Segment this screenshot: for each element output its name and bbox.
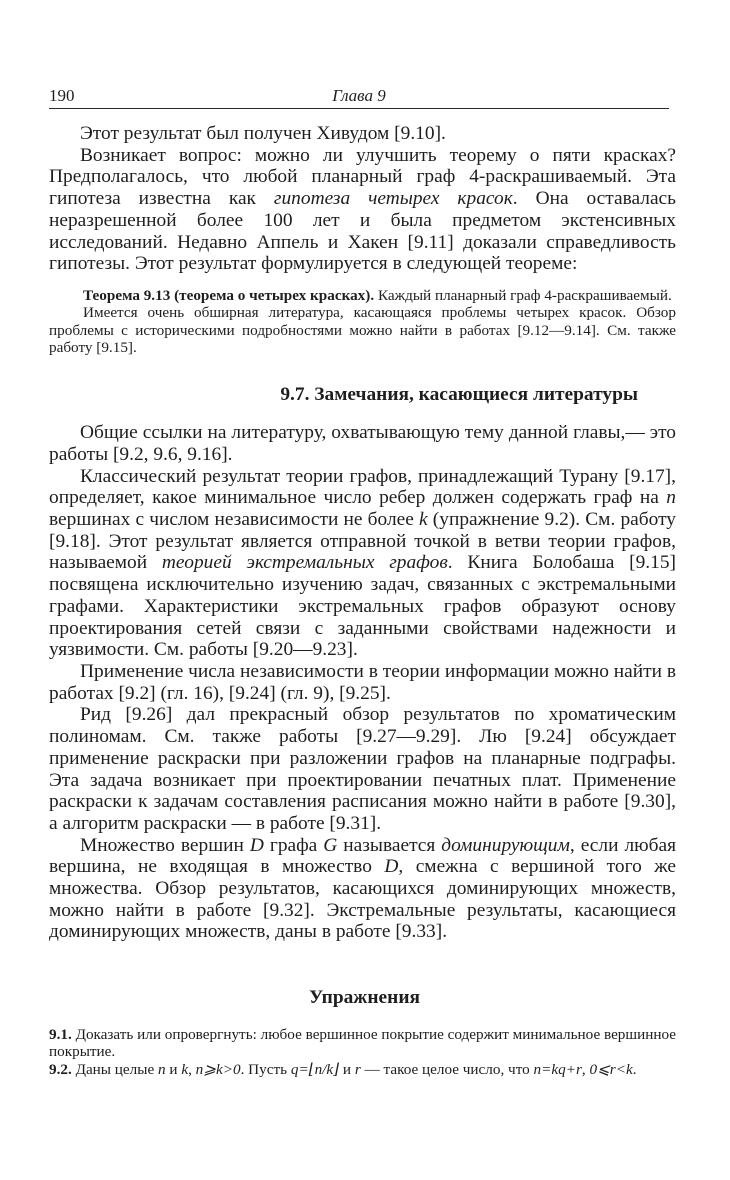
paragraph-chromatic (49, 704, 676, 834)
paragraph-general-refs (49, 422, 676, 465)
text-run: графа (263, 834, 324, 856)
paragraph-turan (49, 466, 676, 661)
text-run: — такое целое число, что (360, 1060, 534, 1078)
section-heading: 9.7. Замечания, касающиеся литературы (280, 383, 638, 405)
emphasis-term: теорией экстремальных графов (161, 552, 448, 574)
paragraph-four-color-question (49, 145, 676, 275)
note-text: Имеется очень обширная литература, касающаяся проблемы четырех красок. Обзор проблемы с историческими подробностями можно найти в работах [9.12—9.14]. См. также работу [9.15]. (49, 304, 676, 357)
math-variable: G (323, 834, 338, 856)
math-formula: q=⌊n/k⌋ (290, 1060, 340, 1078)
exercise-number: 9.1. (49, 1025, 72, 1043)
text-run: . Книга Болобаша [9.15] посвящена исключительно изучению задач, связанных с экстремальными графами. Характеристики экстремальных графов образуют основу проектирования сетей связи с заданными свойствами надежности и уязвимости. См. работы [9.20—9.23]. (49, 552, 676, 661)
math-variable: k (181, 1060, 189, 1078)
paragraph-text: Общие ссылки на литературу, охватывающую тему данной главы,— это работы [9.2, 9.6, 9.16]. (49, 422, 676, 465)
text-run: называется (337, 834, 442, 856)
theorem-text: Каждый планарный граф 4-раскрашиваемый. (374, 286, 672, 304)
page-body (49, 123, 676, 1078)
text-run: , (188, 1060, 196, 1078)
text-run: Классический результат теории графов, принадлежащий Турану [9.17], определяет, какое минимальное число ребер должен содержать граф на (49, 465, 676, 509)
literature-note (49, 304, 676, 356)
math-variable: n (158, 1060, 166, 1078)
paragraph-independence (49, 661, 676, 704)
text-run: вершинах с числом независимости не более (49, 509, 420, 531)
text-run: Множество вершин (80, 834, 250, 856)
text-run: , (581, 1060, 590, 1078)
math-formula: n⩾k>0 (195, 1060, 241, 1078)
paragraph-text: Этот результат был получен Хивудом [9.10]. (80, 123, 446, 144)
math-variable: r (354, 1060, 361, 1078)
math-formula: n=kq+r (533, 1060, 582, 1078)
theorem-title: Теорема 9.13 (теорема о четырех красках). (83, 286, 375, 304)
math-variable: k (419, 509, 428, 531)
text-run: Даны целые (71, 1060, 158, 1078)
text-run: . Она оставалась неразрешенной более 100 лет и была предметом экстенсивных исследований. Недавно Аппель и Хакен [9.11] доказали справедливость гипотезы. Этот результат формулируется в следующей теореме: (49, 188, 677, 275)
chapter-title: Глава 9 (332, 86, 386, 105)
exercise-number: 9.2. (49, 1060, 72, 1078)
text-run: . Пусть (240, 1060, 291, 1078)
text-run: и (339, 1060, 355, 1078)
exercise-9-1 (49, 1026, 676, 1061)
paragraph-text: Применение числа независимости в теории информации можно найти в работах [9.2] (гл. 16), [9.24] (гл. 9), [9.25]. (49, 660, 676, 704)
paragraph-heawood (49, 123, 676, 145)
emphasis-term: гипотеза четырех красок (273, 188, 513, 210)
text-run: , если любая вершина, не входящая в множество (49, 834, 676, 878)
exercises-heading: Упражнения (309, 987, 420, 1009)
text-run: Возникает вопрос: можно ли улучшить теорему о пяти красках? Предполагалось, что любой планарный граф 4-раскрашиваемый. Эта гипотеза известна как (49, 144, 676, 210)
text-run: и (165, 1060, 182, 1078)
exercise-9-2 (49, 1061, 676, 1078)
paragraph-dominating (49, 835, 676, 944)
text-run: (упражнение 9.2). См. работу [9.18]. Этот результат является отправной точкой в ветви теории графов, называемой (49, 509, 676, 574)
math-formula: 0⩽r<k (589, 1060, 633, 1078)
theorem-9-13 (49, 287, 676, 304)
text-run: . (632, 1060, 637, 1078)
text-run: , смежна с вершиной того же множества. Обзор результатов, касающихся доминирующих множеств, можно найти в работе [9.32]. Экстремальные результаты, касающиеся доминирующих множеств, даны в работе [9.33]. (49, 856, 676, 943)
math-variable: D (249, 834, 264, 856)
running-header (49, 86, 669, 109)
math-variable: n (666, 487, 676, 509)
emphasis-term: доминирующим (441, 834, 570, 856)
math-variable: D (384, 856, 399, 878)
page-number: 190 (49, 86, 75, 105)
paragraph-text: Рид [9.26] дал прекрасный обзор результатов по хроматическим полиномам. См. также работы [9.27—9.29]. Лю [9.24] обсуждает применение раскраски при разложении графов на планарные подграфы. Эта задача возникает при проектировании печатных плат. Применение раскраски к задачам составления расписания можно найти в работе [9.30], а алгоритм раскраски — в работе [9.31]. (49, 704, 676, 834)
exercise-text: Доказать или опровергнуть: любое вершинное покрытие содержит минимальное вершинное покрытие. (49, 1025, 676, 1061)
